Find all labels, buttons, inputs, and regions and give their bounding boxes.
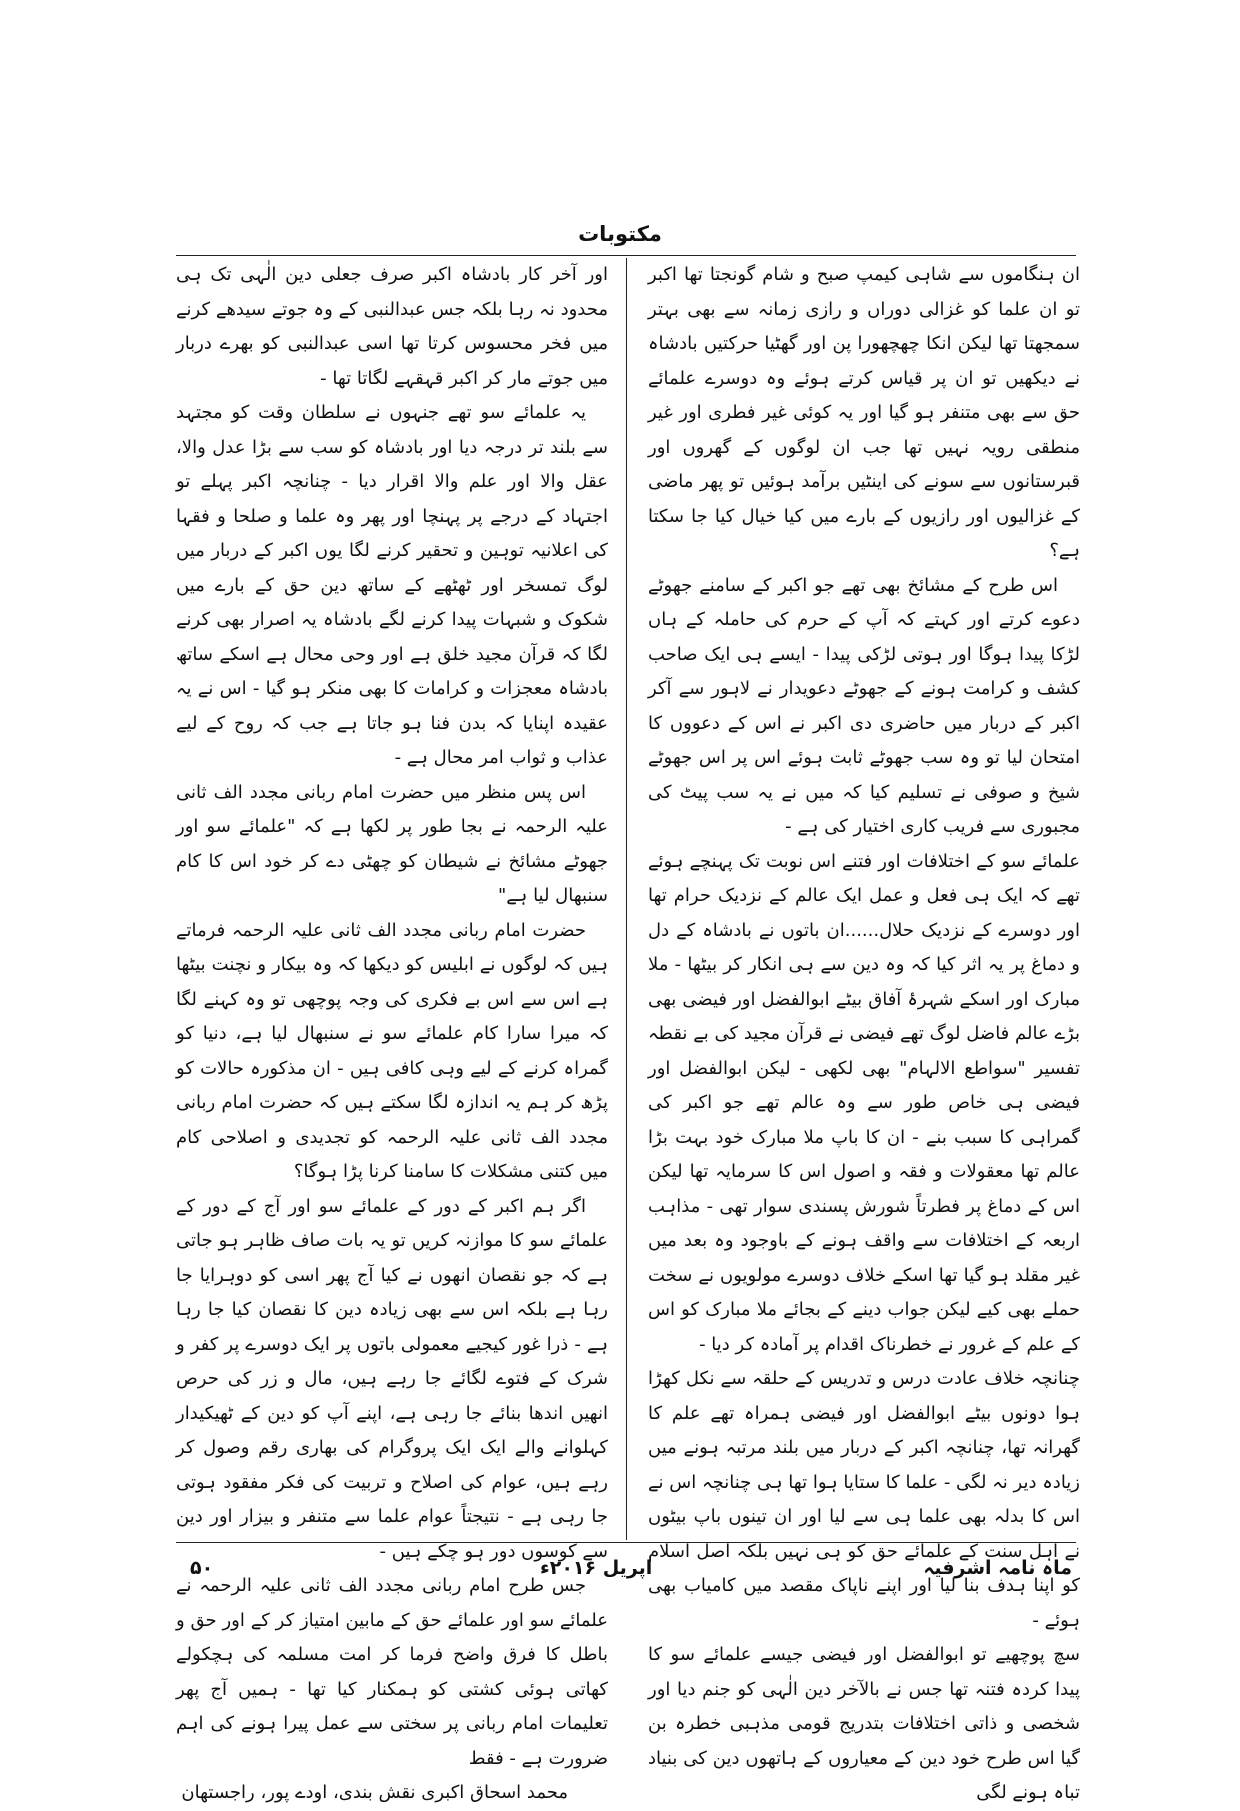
footer-magazine-name: ماہ نامہ اشرفیہ — [923, 1557, 1072, 1579]
page-title: مکتوبات — [578, 222, 662, 246]
header-rule — [176, 255, 1076, 256]
paragraph: یہ علمائے سو تھے جنہوں نے سلطان وقت کو مجتہد سے بلند تر درجہ دیا اور بادشاہ کو سب سے بڑا عدل والا، عقل والا اور علم والا اقرار دیا - چنانچہ اکبر پہلے تو اجتہاد کے درجے پر پہنچا اور پھر وہ علما و صلحا و فقہا کی اعلانیہ توہین و تحقیر کرنے لگا یوں اکبر کے دربار میں لوگ تمسخر اور ٹھٹھے کے ساتھ دین حق کے بارے میں شکوک و شبہات پیدا کرنے لگے بادشاہ یہ اصرار بھی کرنے لگا کہ قرآن مجید خلق ہے اور وحی محال ہے اسکے ساتھ بادشاہ معجزات و کرامات کا بھی منکر ہو گیا - اس نے یہ عقیدہ اپنایا کہ بدن فنا ہو جاتا ہے جب کہ روح کے لیے عذاب و ثواب امر محال ہے - — [176, 402, 608, 768]
paragraph: سچ پوچھیے تو ابوالفضل اور فیضی جیسے علمائے سو کا پیدا کردہ فتنہ تھا جس نے بالآخر دین الٰہی کو جنم دیا اور شخصی و ذاتی اختلافات بتدریج قومی مذہبی خطرہ بن گیا اس طرح خود دین کے معیاروں کے ہاتھوں دین کی بنیاد تباہ ہونے لگی — [648, 1644, 1080, 1803]
author-signature: محمد اسحاق اکبری نقش بندی، اودے پور، راجستھان — [181, 1782, 568, 1803]
paragraph: اور آخر کار بادشاہ اکبر صرف جعلی دین الٰہی تک ہی محدود نہ رہا بلکہ جس عبدالنبی کے وہ جوتے سیدھے کرنے میں فخر محسوس کرتا تھا اسی عبدالنبی کو بھرے دربار میں جوتے مار کر اکبر قہقہے لگاتا تھا - — [176, 264, 608, 389]
column-divider — [626, 258, 627, 1540]
paragraph: علمائے سو کے اختلافات اور فتنے اس نوبت تک پہنچے ہوئے تھے کہ ایک ہی فعل و عمل ایک عالم کے نزدیک حرام تھا اور دوسرے کے نزدیک حلال......ان باتوں نے بادشاہ کے دل و دماغ پر یہ اثر کیا کہ وہ دین سے ہی انکار کر بیٹھا - ملا مبارک اور اسکے شہرۂ آفاق بیٹے ابوالفضل اور فیضی بھی بڑے عالم فاضل لوگ تھے فیضی نے قرآن مجید کی بے نقطہ تفسیر "سواطع الالہام" بھی لکھی - لیکن ابوالفضل اور فیضی ہی خاص طور سے وہ عالم تھے جو اکبر کی گمراہی کا سبب بنے - ان کا باپ ملا مبارک خود بہت بڑا عالم تھا معقولات و فقہ و اصول اس کا سرمایہ تھا لیکن اس کے دماغ پر فطرتاً شورش پسندی سوار تھی - مذاہب اربعہ کے اختلافات سے واقف ہونے کے باوجود وہ بعد میں غیر مقلد ہو گیا تھا اسکے خلاف دوسرے مولویوں نے سخت حملے بھی کیے لیکن جواب دینے کے بجائے ملا مبارک کو اس کے علم کے غرور نے خطرناک اقدام پر آمادہ کر دیا - — [648, 850, 1080, 1355]
footer-date: اپریل ۲۰۱۶ء — [540, 1557, 653, 1579]
paragraph: حضرت امام ربانی مجدد الف ثانی علیہ الرحمہ فرماتے ہیں کہ لوگوں نے ابلیس کو دیکھا کہ وہ بیکار و نچنت بیٹھا ہے اس سے اس بے فکری کی وجہ پوچھی تو وہ کہنے لگا کہ میرا سارا کام علمائے سو نے سنبھال لیا ہے، دنیا کو گمراہ کرنے کے لیے وہی کافی ہیں - ان مذکورہ حالات کو پڑھ کر ہم یہ اندازہ لگا سکتے ہیں کہ حضرت امام ربانی مجدد الف ثانی علیہ الرحمہ کو تجدیدی و اصلاحی کام میں کتنی مشکلات کا سامنا کرنا پڑا ہوگا؟ — [176, 919, 608, 1182]
paragraph: جس طرح امام ربانی مجدد الف ثانی علیہ الرحمہ نے علمائے سو اور علمائے حق کے مابین امتیاز کر کے اور حق و باطل کا فرق واضح فرما کر امت مسلمہ کی ہچکولے کھاتی ہوئی کشتی کو ہمکنار کیا تھا - ہمیں آج پھر تعلیمات امام ربانی پر سختی سے عمل پیرا ہونے کی اہم ضرورت ہے - فقط — [176, 1575, 608, 1769]
paragraph: ان ہنگاموں سے شاہی کیمپ صبح و شام گونجتا تھا اکبر تو ان علما کو غزالی دوراں و رازی زمانہ سے بھی بہتر سمجھتا تھا لیکن انکا چھچھورا پن اور گھٹیا حرکتیں بادشاہ نے دیکھیں تو ان پر قیاس کرتے ہوئے وہ دوسرے علمائے حق سے بھی متنفر ہو گیا اور یہ کوئی غیر فطری اور غیر منطقی رویہ نہیں تھا جب ان لوگوں کے گھروں اور قبرستانوں سے سونے کی اینٹیں برآمد ہوئیں تو پھر ماضی کے غزالیوں اور رازیوں کے بارے میں کیا خیال کیا جا سکتا ہے؟ — [648, 264, 1080, 561]
page-number: ۵۰ — [190, 1557, 214, 1579]
paragraph: چنانچہ خلاف عادت درس و تدریس کے حلقہ سے نکل کھڑا ہوا دونوں بیٹے ابوالفضل اور فیضی ہمراہ تھے علم کا گھرانہ تھا، چنانچہ اکبر کے دربار میں بلند مرتبہ ہونے میں زیادہ دیر نہ لگی - علما کا ستایا ہوا تھا ہی چنانچہ اس نے اس کا بدلہ بھی علما ہی سے لیا اور ان تینوں باپ بیٹوں نے اہل سنت کے علمائے حق کو ہی نہیں بلکہ اصل اسلام کو اپنا ہدف بنا لیا اور اپنے ناپاک مقصد میں کامیاب بھی ہوئے - — [648, 1368, 1080, 1631]
paragraph: اگر ہم اکبر کے دور کے علمائے سو اور آج کے دور کے علمائے سو کا موازنہ کریں تو یہ بات صاف ظاہر ہو جاتی ہے کہ جو نقصان انھوں نے کیا آج پھر اسی کو دوہرایا جا رہا ہے بلکہ اس سے بھی زیادہ دین کا نقصان کیا جا رہا ہے - ذرا غور کیجیے معمولی باتوں پر ایک دوسرے پر کفر و شرک کے فتوے لگائے جا رہے ہیں، مال و زر کی حرص انھیں اندھا بنائے جا رہی ہے، اپنے آپ کو دین کے ٹھیکیدار کہلوانے والے ایک ایک پروگرام کی بھاری رقم وصول کر رہے ہیں، عوام کی اصلاح و تربیت کی فکر مفقود ہوتی جا رہی ہے - نتیجتاً عوام علما سے متنفر و بیزار اور دین سے کوسوں دور ہو چکے ہیں - — [176, 1195, 608, 1562]
paragraph: اس طرح کے مشائخ بھی تھے جو اکبر کے سامنے جھوٹے دعوے کرتے اور کہتے کہ آپ کے حرم کی حاملہ کے ہاں لڑکا پیدا ہوگا اور ہوتی لڑکی پیدا - ایسے ہی ایک صاحب کشف و کرامت ہونے کے جھوٹے دعویدار نے لاہور سے آکر اکبر کے دربار میں حاضری دی اکبر نے اس کے دعووں کا امتحان لیا تو وہ سب جھوٹے ثابت ہوئے اس پر اس جھوٹے شیخ و صوفی نے تسلیم کیا کہ میں نے یہ سب پیٹ کی مجبوری سے فریب کاری اختیار کی ہے - — [648, 574, 1080, 837]
paragraph: اس پس منظر میں حضرت امام ربانی مجدد الف ثانی علیہ الرحمہ نے بجا طور پر لکھا ہے کہ "علمائے سو اور جھوٹے مشائخ نے شیطان کو چھٹی دے کر خود اس کا کام سنبھال لیا ہے" — [176, 781, 608, 906]
footer-rule — [176, 1542, 1076, 1543]
